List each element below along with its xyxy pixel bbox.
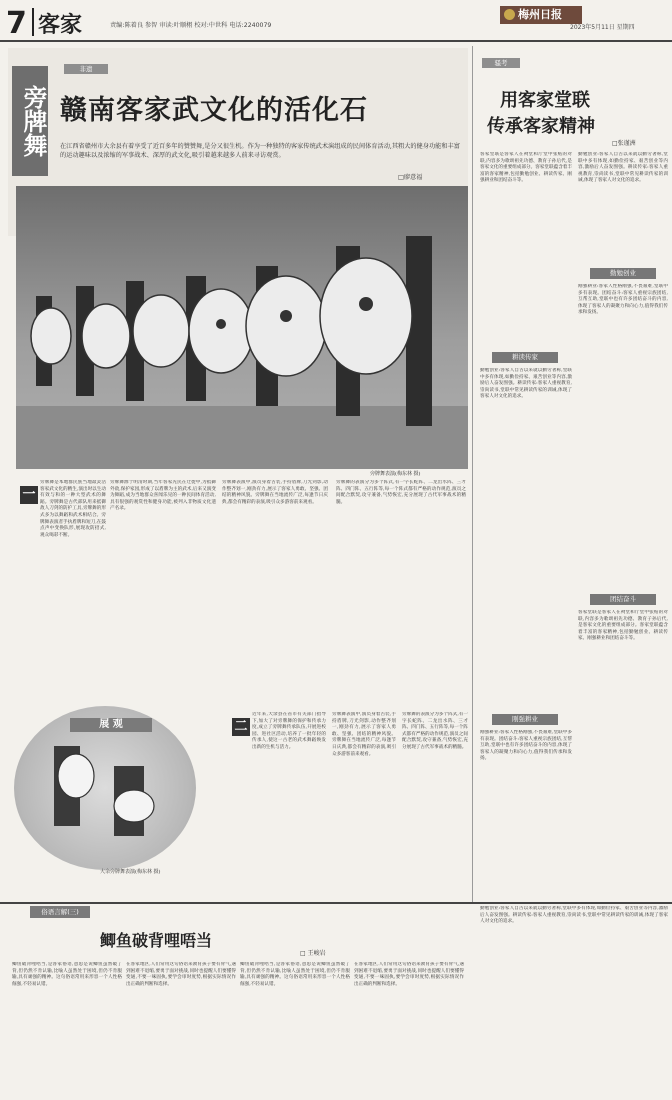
right-tag: 骚考 xyxy=(482,58,520,68)
right-column-2a: 勤勉创业:客家人自古以来就以勤劳著称,堂联中多有体现,如勤俭持家、艰苦创业等内容,激励后人奋发图强。耕读传家:客家人重视教育,崇尚读书,堂联中常见耕读传家的训诫,体现了客家人对文化的追求。 xyxy=(578,152,668,184)
editor-meta: 责编:陈着良 参智 审读:叶顺栩 校对:中世科 电话:2240079 xyxy=(110,22,272,29)
photo2-caption: 大余旁牌舞表演(梅东林 摄) xyxy=(100,869,161,875)
right-column-1c: 刚强耕业:客家人性格刚强,不畏艰难,堂联中多有表现。团结奋斗:客家人重视宗族团结,互帮互助,堂联中也有许多团结奋斗的内容,体现了客家人的凝聚力和向心力,值得我们传承和发扬。 xyxy=(480,730,572,762)
column-divider xyxy=(472,46,473,902)
article-column-2: 旁牌舞源于明清时期,当年客家先民在迁徙中,为抵御外敌,保护家园,形成了以盾牌为主的武术,后来又演变为舞蹈,成为当地群众喜闻乐见的一种民间体育活动,具有很强的观赏性和健身功能,被列入非物质文化遗产名录。 xyxy=(110,480,216,512)
issue-date: 2023年5月11日 星期四 xyxy=(570,24,635,31)
article-column-3: 旁牌舞表演中,演员身着古装,手持盾牌,刀光剑影,动作整齐划一,刚劲有力,展示了客家人勇敢、坚强、团结的精神风貌。旁牌舞在当地流传广泛,每逢节日庆典,都会有精彩的表演,吸引众多游客前来观看。 xyxy=(222,480,328,505)
vertical-title: 旁牌舞 xyxy=(12,66,48,176)
feature-lead: 在江西省赣州市大余县有着享受了近百多年的赞赞舞,是分又很生机。作为一种独特的客家传统武术演组成的民间体育活动,其粗大的健身功能和丰富的运动趣味以及浓缩的军事战术、深厚的武文化,吸引着越来越多人前来寻访观赏。 xyxy=(60,143,460,159)
subhead-unity: 团结奋斗 xyxy=(590,594,656,605)
bottom-column-1: 鲫鱼破背哩唔当,是客家俗语,意思是说鲫鱼虽然破了背,但仍然不肯认输,比喻人虽然处于困境,但仍不肯服输,具有顽强的精神。这句俗语常用来形容一个人性格倔强,不轻易认错。 xyxy=(12,962,122,987)
right-column-2c: 客家堂联是客家人在祠堂和厅堂中张贴的对联,内容多为歌颂祖先功德、教育子孙后代,是客家文化的重要组成部分。客家堂联蕴含着丰富的客家精神,包括勤勉创业、耕读传家、刚强耕业和团结奋斗等。 xyxy=(578,610,668,642)
dance-photo xyxy=(16,186,468,469)
zhan-label: 展 观 xyxy=(70,718,152,732)
logo-icon xyxy=(504,9,515,20)
newspaper-logo: 梅州日报 xyxy=(500,6,582,24)
article-column-7: 旁牌舞的表演分为多个阵式,有一字长蛇阵、二龙出水阵、三才阵、四门阵、五行阵等,每一个阵式都有严格的动作规范,演员之间配合默契,攻守兼备,气势恢宏,充分展现了古代军事战术的精髓。 xyxy=(402,712,468,750)
header-divider xyxy=(32,8,34,36)
right-byline: □张谨洲 xyxy=(612,140,636,147)
right-title-line2: 传承客家精神 xyxy=(487,116,595,137)
page-number: 7 xyxy=(6,6,27,41)
feature-title: 赣南客家武文化的活化石 xyxy=(60,95,368,126)
right-column-1a: 客家堂联是客家人在祠堂和厅堂中张贴的对联,内容多为歌颂祖先功德、教育子孙后代,是客家文化的重要组成部分。客家堂联蕴含着丰富的客家精神,包括勤勉创业、耕读传家、刚强耕业和团结奋斗等。 xyxy=(480,152,572,184)
section-number-two: 二 xyxy=(232,718,250,736)
bottom-separator xyxy=(0,902,672,904)
bottom-column-4: 在客家地区,人们常用这句俗语来教育孩子要有骨气,遇到困难不退缩,要勇于面对挑战,同时也提醒人们要懂得变通,不要一味固执,要学会审时度势,根据实际情况作出正确的判断和选择。 xyxy=(354,962,464,987)
photo-caption: 旁牌舞表演(梅东林 摄) xyxy=(370,471,421,477)
article-column-6: 旁牌舞表演中,演员身着古装,手持盾牌,刀光剑影,动作整齐划一,刚劲有力,展示了客家人勇敢、坚强、团结的精神风貌。旁牌舞在当地流传广泛,每逢节日庆典,都会有精彩的表演,吸引众多游客前来观看。 xyxy=(332,712,396,757)
bottom-column-2: 在客家地区,人们常用这句俗语来教育孩子要有骨气,遇到困难不退缩,要勇于面对挑战,同时也提醒人们要懂得变通,不要一味固执,要学会审时度势,根据实际情况作出正确的判断和选择。 xyxy=(126,962,236,987)
article-column-4: 旁牌舞的表演分为多个阵式,有一字长蛇阵、二龙出水阵、三才阵、四门阵、五行阵等,每一个阵式都有严格的动作规范,演员之间配合默契,攻守兼备,气势恢宏,充分展现了古代军事战术的精髓。 xyxy=(336,480,466,505)
subhead-farming-reading: 耕读传家 xyxy=(492,352,558,363)
right-column-2b: 刚强耕业:客家人性格刚强,不畏艰难,堂联中多有表现。团结奋斗:客家人重视宗族团结,互帮互助,堂联中也有许多团结奋斗的内容,体现了客家人的凝聚力和向心力,值得我们传承和发扬。 xyxy=(578,284,668,316)
dancers-illustration xyxy=(16,186,468,469)
article-column-5: 近年来,大余县在省市有关部门指导下,加大了对旁牌舞的保护和传承力度,成立了旁牌舞传承队伍,开展进校园、进社区活动,培养了一批年轻的传承人,使这一古老的武术舞蹈焕发出新的生机与活力。 xyxy=(252,712,326,750)
section-number-one: 一 xyxy=(20,486,38,504)
bottom-byline: □ 王峻岩 xyxy=(300,950,326,957)
feature-byline: □廖意福 xyxy=(398,174,423,181)
subhead-diligence: 勤勉创业 xyxy=(590,268,656,279)
bottom-right-column: 勤勉创业:客家人自古以来就以勤劳著称,堂联中多有体现,如勤俭持家、艰苦创业等内容,激励后人奋发图强。耕读传家:客家人重视教育,崇尚读书,堂联中常见耕读传家的训诫,体现了客家人对文化的追求。 xyxy=(480,906,668,925)
feature-tag: 非遗 xyxy=(64,64,108,74)
right-column-1b: 勤勉创业:客家人自古以来就以勤劳著称,堂联中多有体现,如勤俭持家、艰苦创业等内容,激励后人奋发图强。耕读传家:客家人重视教育,崇尚读书,堂联中常见耕读传家的训诫,体现了客家人对文化的追求。 xyxy=(480,368,572,400)
section-title: 客家 xyxy=(38,13,83,38)
bottom-title: 鲫鱼破背哩唔当 xyxy=(100,931,213,950)
bottom-column-3: 鲫鱼破背哩唔当,是客家俗语,意思是说鲫鱼虽然破了背,但仍然不肯认输,比喻人虽然处于困境,但仍不肯服输,具有顽强的精神。这句俗语常用来形容一个人性格倔强,不轻易认错。 xyxy=(240,962,350,987)
right-title-line1: 用客家堂联 xyxy=(500,90,590,111)
bottom-tag: 俗语言解(三) xyxy=(30,906,90,918)
article-column-1: 旁牌舞是本地群民族当地最灵活客家武文化的精生,演出时以生动有效与和的一种大型武术的舞蹈。旁牌舞是古代部队用来抵御敌人刀剑的防护工具,旁牌舞的形式多为以舞蹈和武术相结合。旁牌舞表演者手执盾牌和短刀,在鼓点声中变换队形,展现攻防招式,观众喝彩不断。 xyxy=(40,480,106,538)
subhead-strong: 刚强耕业 xyxy=(492,714,558,725)
